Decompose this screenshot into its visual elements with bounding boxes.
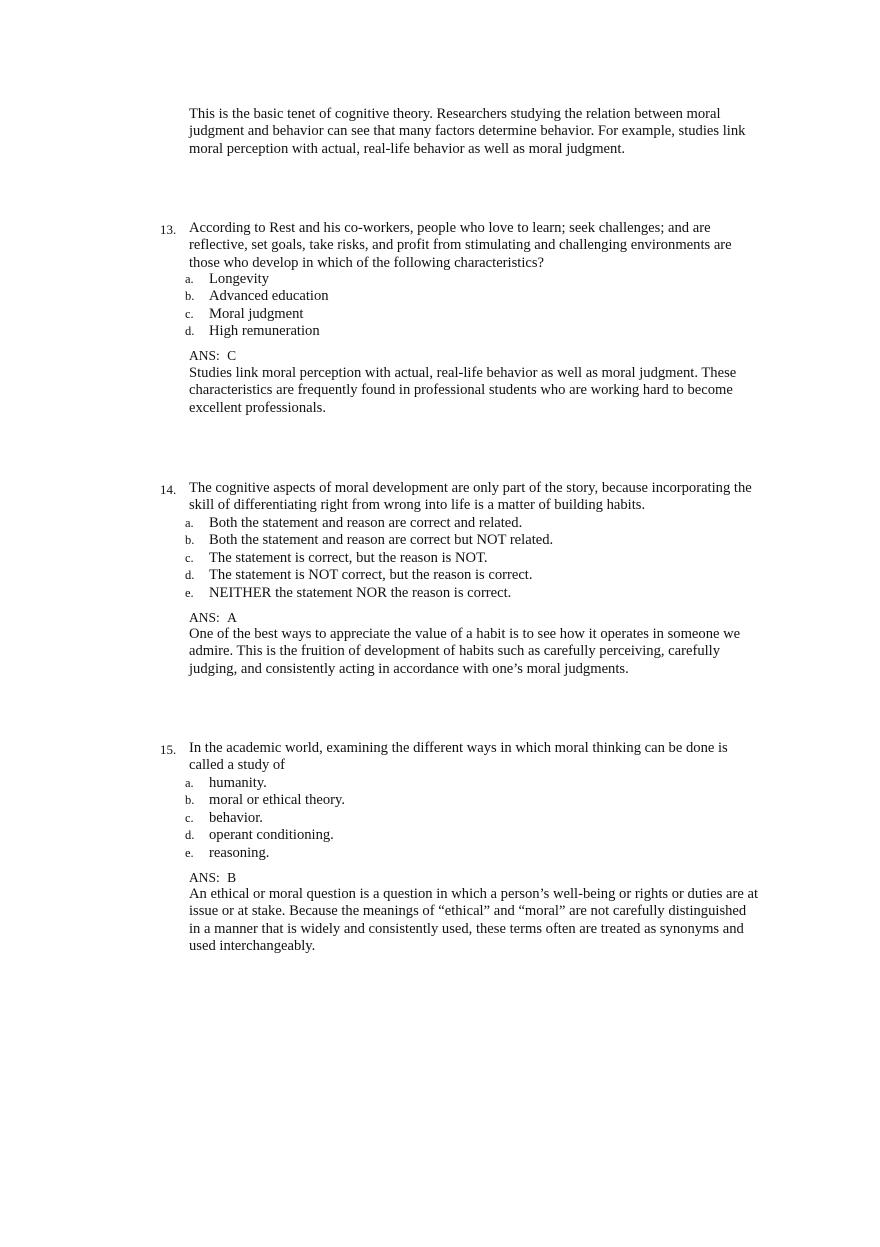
option-text: The statement is correct, but the reason is NOT. [209,549,488,566]
option-letter: a. [185,272,194,286]
option [184,323,329,340]
option-letter: c. [185,306,194,321]
option [184,288,329,305]
answer-label: ANS: [189,870,220,885]
options-list [184,515,553,602]
intro-paragraph: This is the basic tenet of cognitive theory. Researchers studying the relation between moral judgment and behavior can see that many factors determine behavior. For example, studies link moral perception with actual, real-life behavior as well as moral judgment. [189,106,746,157]
option-text: The statement is NOT correct, but the reason is correct. [209,567,533,584]
option [184,775,345,792]
answer-rationale: Studies link moral perception with actual, real-life behavior as well as moral judgment. These characteristics are frequently found in professional students who are working hard to become excellent professionals. [189,365,737,416]
option-text: operant conditioning. [209,827,334,844]
option-text: moral or ethical theory. [209,792,346,809]
answer-rationale: An ethical or moral question is a question in which a person’s well-being or rights or duties are at issue or at stake. Because the meanings of “ethical” and “moral” are not carefully distinguished in a manner that is widely and consistently used, these terms often are treated as synonyms and used interchangeably. [189,886,759,955]
option-letter: a. [185,776,194,790]
option [184,550,553,567]
answer-key: B [227,870,237,885]
option [184,271,329,288]
option-text: humanity. [209,775,267,791]
option [184,585,553,602]
question-number: 13. [160,222,177,237]
option-letter: b. [185,793,195,808]
question-number: 15. [160,742,177,757]
answer-rationale: One of the best ways to appreciate the value of a habit is to see how it operates in someone we admire. This is the fruition of development of habits such as carefully perceiving, carefully judging, and consistently acting in accordance with one’s moral judgments. [189,626,741,677]
option-letter: b. [185,289,195,304]
option [184,515,553,532]
question-stem: In the academic world, examining the different ways in which moral thinking can be done is called a study of [189,740,728,774]
question-number: 14. [160,482,177,497]
answer-label: ANS: [189,348,220,363]
option-text: reasoning. [209,844,270,861]
option-text: Moral judgment [209,305,304,322]
option-letter: d. [185,828,195,843]
option-letter: c. [185,810,194,825]
answer-label: ANS: [189,610,220,625]
option-text: Both the statement and reason are correct and related. [209,515,523,531]
option [184,792,345,809]
answer-line [189,609,237,626]
options-list [184,775,345,862]
option [184,827,345,844]
option [184,567,553,584]
option [184,845,345,862]
option-letter: d. [185,568,195,583]
option-letter: e. [185,845,194,860]
answer-line [189,347,236,364]
answer-key: C [227,348,237,363]
option-text: Longevity [209,271,269,287]
option [184,532,553,549]
question-stem: The cognitive aspects of moral development are only part of the story, because incorporating the skill of differentiating right from wrong into life is a matter of building habits. [189,480,752,514]
option-text: behavior. [209,809,263,826]
option-letter: d. [185,324,195,339]
question-stem: According to Rest and his co-workers, people who love to learn; seek challenges; and are reflective, set goals, take risks, and profit from stimulating and challenging environments are those who develop in which of the following characteristics? [189,220,732,271]
option-letter: c. [185,550,194,565]
option [184,306,329,323]
option-letter: e. [185,585,194,600]
option-letter: a. [185,516,194,530]
option-letter: b. [185,533,195,548]
option-text: NEITHER the statement NOR the reason is correct. [209,584,512,601]
options-list [184,271,329,341]
option-text: Both the statement and reason are correct but NOT related. [209,532,554,549]
option-text: Advanced education [209,288,329,305]
option-text: High remuneration [209,323,320,340]
answer-line [189,869,236,886]
option [184,810,345,827]
answer-key: A [227,610,237,625]
